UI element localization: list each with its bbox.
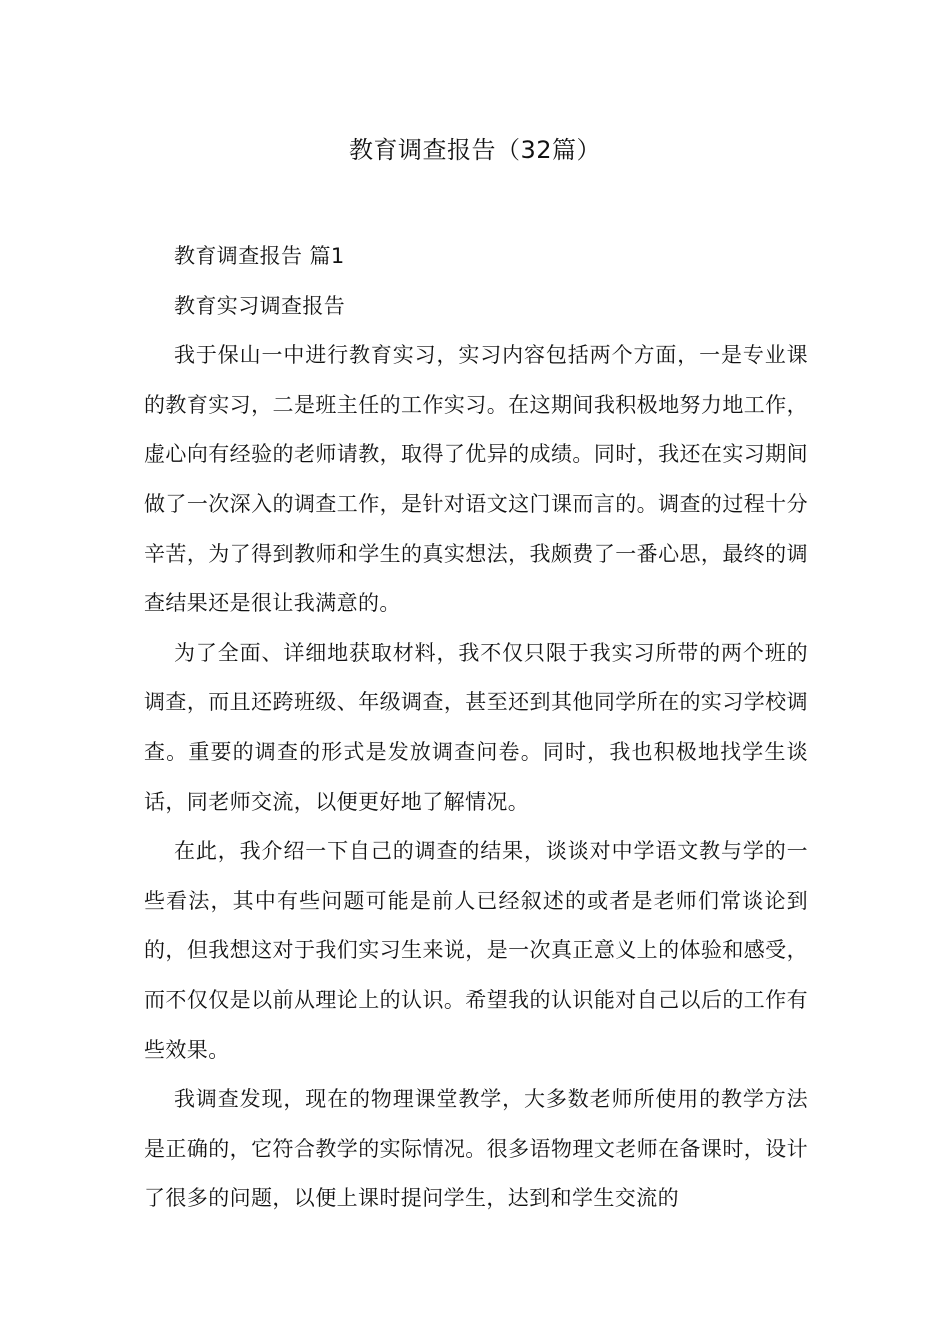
body-paragraph: 我于保山一中进行教育实习，实习内容包括两个方面，一是专业课的教育实习，二是班主任的工作实习。在这期间我积极地努力地工作，虚心向有经验的老师请教，取得了优异的成绩。同时，我还在实习期间做了一次深入的调查工作，是针对语文这门课而言的。调查的过程十分辛苦，为了得到教师和学生的真实想法，我颇费了一番心思，最终的调查结果还是很让我满意的。 [144,343,808,616]
body-paragraph: 我调查发现，现在的物理课堂教学，大多数老师所使用的教学方法是正确的，它符合教学的实际情况。很多语物理文老师在备课时，设计了很多的问题，以便上课时提问学生，达到和学生交流的 [144,1087,808,1211]
body-paragraph: 在此，我介绍一下自己的调查的结果，谈谈对中学语文教与学的一些看法，其中有些问题可能是前人已经叙述的或者是老师们常谈论到的，但我想这对于我们实习生来说，是一次真正意义上的体验和感受，而不仅仅是以前从理论上的认识。希望我的认识能对自己以后的工作有些效果。 [144,839,808,1062]
document-body [144,232,808,1224]
body-paragraph: 为了全面、详细地获取材料，我不仅只限于我实习所带的两个班的调查，而且还跨班级、年级调查，甚至还到其他同学所在的实习学校调查。重要的调查的形式是发放调查问卷。同时，我也积极地找学生谈话，同老师交流，以便更好地了解情况。 [144,640,808,814]
document-title: 教育调查报告（32篇） [348,136,602,164]
section-heading: 教育调查报告 篇1 [174,244,345,268]
report-subtitle: 教育实习调查报告 [174,293,346,318]
